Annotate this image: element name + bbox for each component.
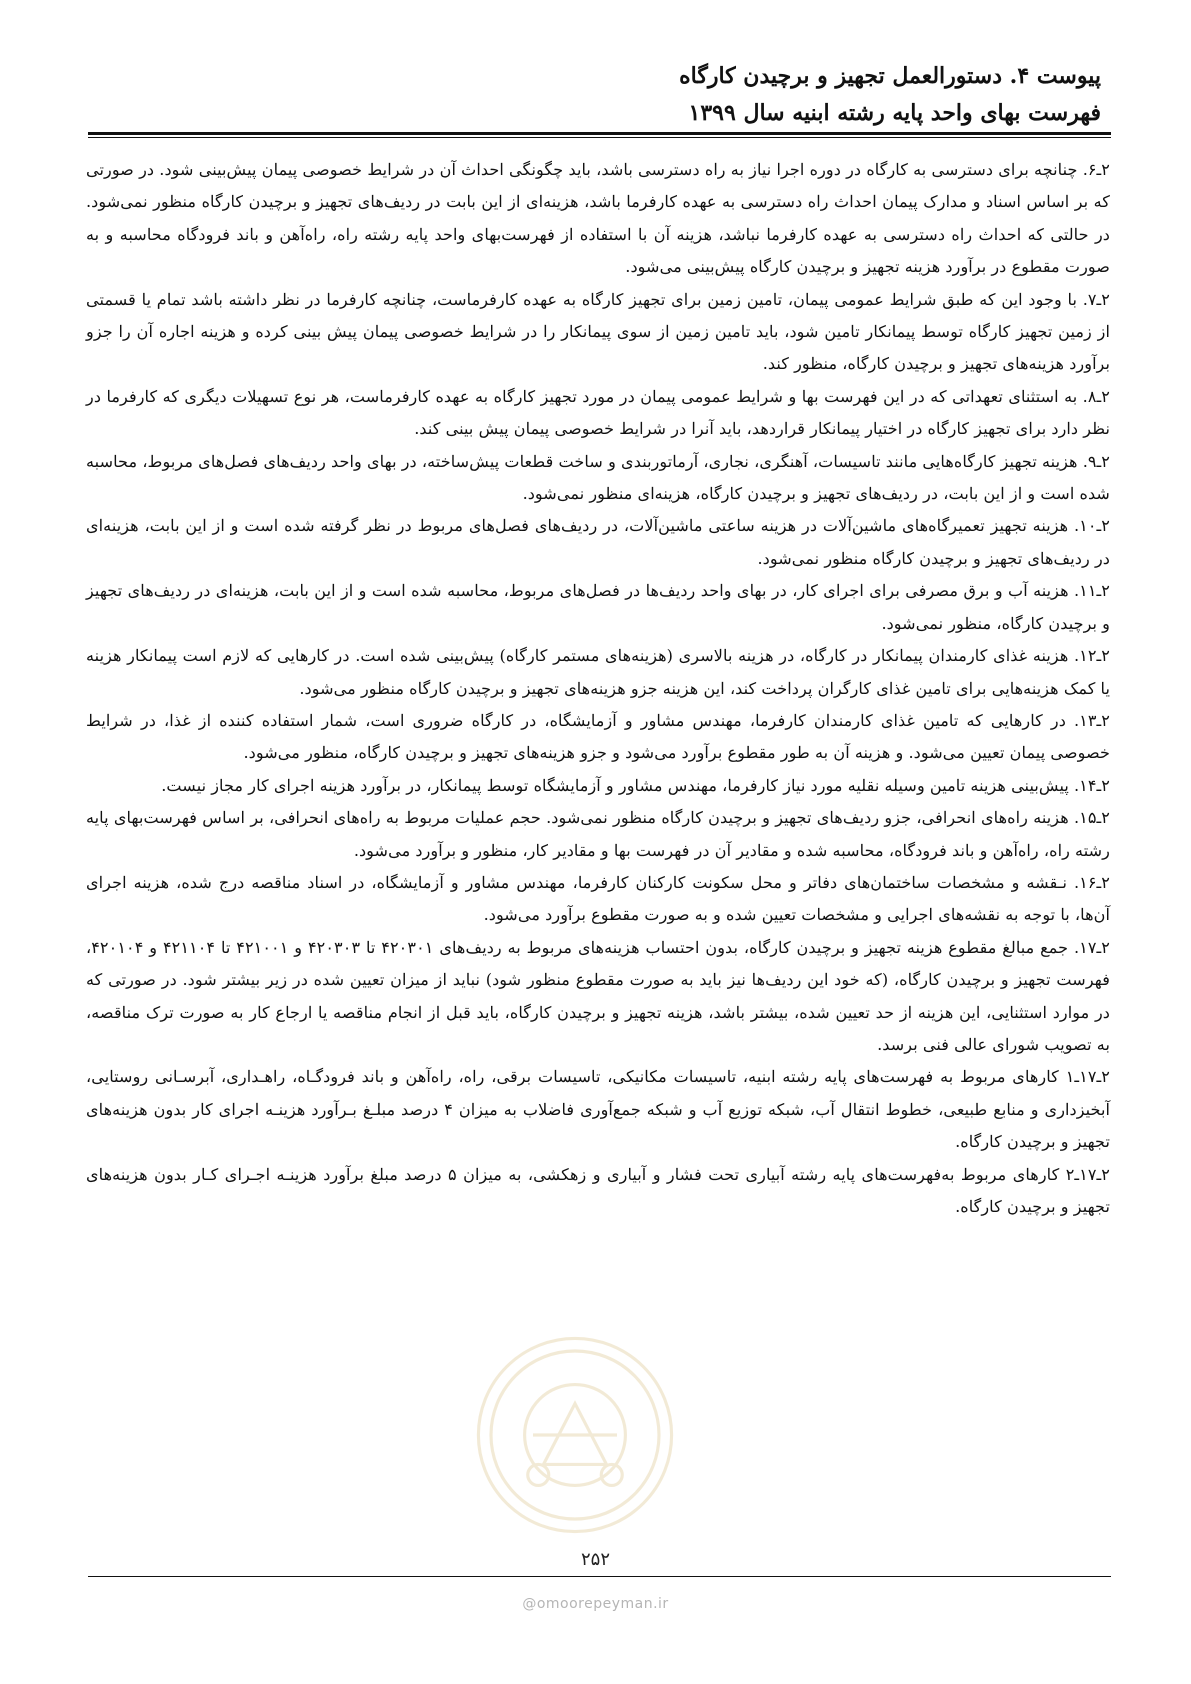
paragraph-2-15: ۲ـ۱۵. هزینه راه‌های انحرافی، جزو ردیف‌های تجهیز و برچیدن کارگاه منظور نمی‌شود. حجم عملیات مربوط به راه‌های انحرافی، بر اساس فهرست‌بهای پایه رشته راه، راه‌آهن و باند فرودگاه، محاسبه شده و مقادیر آن در فهرست بها و مقادیر کار، منظور و برآورد می‌شود.	[86, 808, 1110, 860]
paragraph-2-10: ۲ـ۱۰. هزینه تجهیز تعمیرگاه‌های ماشین‌آلات در هزینه ساعتی ماشین‌آلات، در ردیف‌های فصل‌های مربوط در نظر گرفته شده است و از این بابت، هزینه‌ای در ردیف‌های تجهیز و برچیدن کارگاه منظور نمی‌شود.	[86, 516, 1110, 568]
paragraph-2-12: ۲ـ۱۲. هزینه غذای کارمندان پیمانکار در کارگاه، در هزینه بالاسری (هزینه‌های مستمر کارگاه) پیش‌بینی شده است. در کارهایی که لازم است پیمانکار هزینه یا کمک هزینه‌هایی برای تامین غذای کارگران پرداخت کند، این هزینه جزو هزینه‌های تجهیز و برچیدن کارگاه منظور می‌شود.	[86, 646, 1110, 698]
paragraph-2-6: ۲ـ۶. چنانچه برای دسترسی به کارگاه در دوره اجرا نیاز به راه دسترسی باشد، باید چگونگی احداث آن در شرایط خصوصی پیمان پیش‌بینی شود. در صورتی که بر اساس اسناد و مدارک پیمان احداث راه دسترسی به عهده کارفرما باشد، هزینه‌ای از این بابت در ردیف‌های تجهیز و برچیدن کارگاه منظور نمی‌شود. در حالتی که احداث راه دسترسی به عهده کارفرما نباشد، هزینه آن با استفاده از فهرست‌بهای واحد پایه رشته راه، راه‌آهن و باند فرودگاه محاسبه و به صورت مقطوع در برآورد هزینه تجهیز و برچیدن کارگاه پیش‌بینی می‌شود.	[86, 160, 1110, 277]
paragraph-2-17-2: ۲ـ۱۷ـ۲ کارهای مربوط به‌فهرست‌های پایه رشته آبیاری تحت فشار و آبیاری و زهکشی، به میزان ۵ درصد مبلغ برآورد هزینـه اجـرای کـار بدون هزینه‌های تجهیز و برچیدن کارگاه.	[86, 1164, 1110, 1216]
header-title-line1: پیوست ۴. دستورالعمل تجهیز و برچیدن کارگاه	[679, 63, 1101, 89]
document-body	[86, 154, 1110, 1223]
paragraph-2-13: ۲ـ۱۳. در کارهایی که تامین غذای کارمندان کارفرما، مهندس مشاور و آزمایشگاه، در کارگاه ضروری است، شمار استفاده کننده از غذا، در شرایط خصوصی پیمان تعیین می‌شود. و هزینه آن به طور مقطوع برآورد می‌شود و جزو هزینه‌های تجهیز و برچیدن کارگاه، منظور می‌شود.	[86, 710, 1110, 763]
paragraph-2-7: ۲ـ۷. با وجود این که طبق شرایط عمومی پیمان، تامین زمین برای تجهیز کارگاه به عهده کارفرماست، چنانچه کارفرما در نظر داشته باشد تمام یا قسمتی از زمین تجهیز کارگاه توسط پیمانکار تامین شود، باید تامین زمین از سوی پیمانکار را در شرایط خصوصی پیمان پیش بینی کرده و هزینه اجاره آن را جزو برآورد هزینه‌های تجهیز و برچیدن کارگاه، منظور کند.	[86, 289, 1110, 374]
paragraph-2-14: ۲ـ۱۴. پیش‌بینی هزینه تامین وسیله نقلیه مورد نیاز کارفرما، مهندس مشاور و آزمایشگاه توسط پیمانکار، در برآورد هزینه اجرای کار مجاز نیست.	[161, 775, 1110, 795]
header-rule-thin	[88, 137, 1111, 138]
page-number: ۲۵۲	[580, 1549, 610, 1570]
paragraph-2-9: ۲ـ۹. هزینه تجهیز کارگاه‌هایی مانند تاسیسات، آهنگری، نجاری، آرماتوربندی و ساخت قطعات پیش‌ساخته، در بهای واحد ردیف‌های فصل‌های مربوط، محاسبه شده است و از این بابت، در ردیف‌های تجهیز و برچیدن کارگاه، هزینه‌ای منظور نمی‌شود.	[86, 451, 1110, 504]
paragraph-2-16: ۲ـ۱۶. نـقشه و مشخصات ساختمان‌های دفاتر و محل سکونت کارکنان کارفرما، مهندس مشاور و آزمایشگاه، در اسناد مناقصه درج شده، هزینه اجرای آن‌ها، با توجه به نقشه‌های اجرایی و مشخصات تعیین شده و به صورت مقطوع برآورد می‌شود.	[86, 872, 1110, 925]
paragraph-2-17-1: ۲ـ۱۷ـ۱ کارهای مربوط به فهرست‌های پایه رشته ابنیه، تاسیسات مکانیکی، تاسیسات برقی، راه، راه‌آهن و باند فرودگـاه، راهـداری، آبرسـانی روستایی، آبخیزداری و منابع طبیعی، خطوط انتقال آب، شبکه توزیع آب و شبکه جمع‌آوری فاضلاب به میزان ۴ درصد مبلـغ بـرآورد هزینـه اجرای کار بدون هزینه‌های تجهیز و برچیدن کارگاه.	[86, 1067, 1110, 1152]
paragraph-2-17: ۲ـ۱۷. جمع مبالغ مقطوع هزینه تجهیز و برچیدن کارگاه، بدون احتساب هزینه‌های مربوط به ردیف‌های ۴۲۰۳۰۱ تا ۴۲۰۳۰۳ و ۴۲۱۰۰۱ تا ۴۲۱۱۰۴ و ۴۲۰۱۰۴، فهرست تجهیز و برچیدن کارگاه، (که خود این ردیف‌ها نیز باید به صورت مقطوع منظور شود) نباید از میزان تعیین شده در زیر بیشتر شود. در صورتی که در موارد استثنایی، این هزینه از حد تعیین شده، بیشتر باشد، هزینه تجهیز و برچیدن کارگاه، باید قبل از انجام مناقصه یا ارجاع کار به صورت ترک مناقصه، به تصویب شورای عالی فنی برسد.	[86, 937, 1110, 1054]
header-rule-thick	[88, 132, 1111, 135]
page-header	[88, 58, 1111, 132]
seal-watermark-icon	[470, 1330, 680, 1540]
footer-rule	[88, 1576, 1111, 1577]
header-title-line2: فهرست بهای واحد پایه رشته ابنیه سال ۱۳۹۹	[688, 100, 1101, 126]
site-watermark: @omoorepeyman.ir	[522, 1596, 669, 1612]
paragraph-2-8: ۲ـ۸. به استثنای تعهداتی که در این فهرست بها و شرایط عمومی پیمان در مورد تجهیز کارگاه به عهده کارفرماست، هر نوع تسهیلات دیگری که کارفرما در نظر دارد برای تجهیز کارگاه در اختیار پیمانکار قراردهد، باید آنرا در شرایط خصوصی پیمان پیش بینی کند.	[86, 386, 1110, 439]
paragraph-2-11: ۲ـ۱۱. هزینه آب و برق مصرفی برای اجرای کار، در بهای واحد ردیف‌ها در فصل‌های مربوط، محاسبه شده است و از این بابت، هزینه‌ای در ردیف‌های تجهیز و برچیدن کارگاه، منظور نمی‌شود.	[86, 581, 1110, 633]
